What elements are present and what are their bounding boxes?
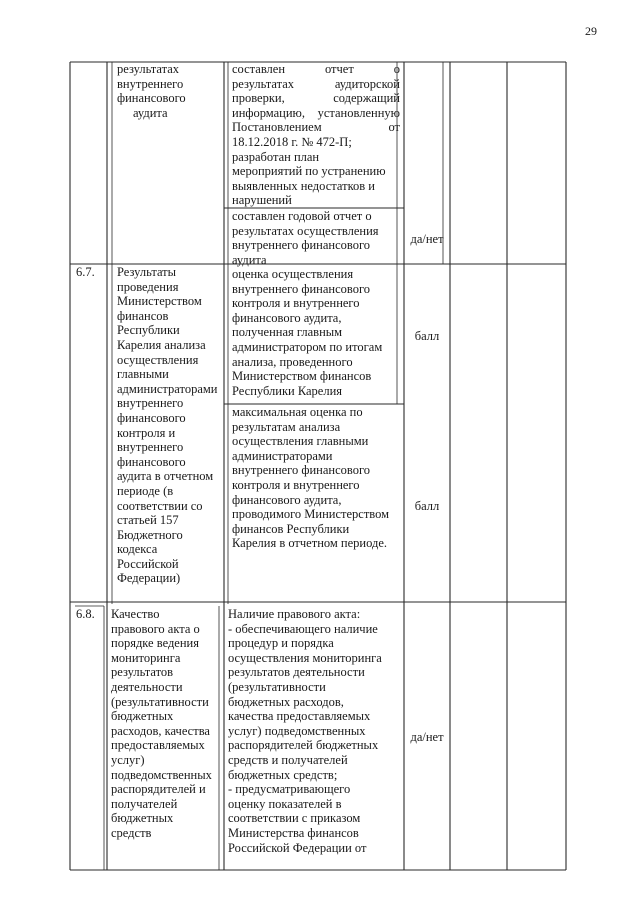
indicator-line: расходов, качества — [111, 723, 210, 738]
unit-cell: да/нет — [410, 730, 444, 744]
criteria-line: проверки, содержащий — [232, 91, 400, 106]
criteria-line: внутреннего финансового — [232, 463, 371, 478]
criteria-line: информацию, установленную — [232, 105, 400, 120]
criteria-line: финансов Республики — [232, 521, 350, 536]
indicator-line: Карелия анализа — [117, 337, 206, 352]
indicator-line: (результативности — [111, 694, 209, 709]
indicator-line: результатов — [111, 665, 174, 680]
criteria-line: администраторами — [232, 448, 333, 463]
indicator-line: финансового — [117, 91, 186, 106]
criteria-line: - предусматривающего — [228, 782, 351, 797]
indicator-line: правового акта о — [111, 621, 200, 636]
criteria-line: бюджетных средств; — [228, 767, 338, 782]
criteria-line: результатах осуществления — [232, 223, 379, 238]
criteria-line: максимальная оценка по — [232, 405, 363, 419]
criteria-line: внутреннего финансового — [232, 281, 371, 296]
indicator-line: Российской — [117, 556, 179, 571]
criteria-line: оценку показателей в — [228, 796, 342, 811]
indicator-line: Министерством — [117, 294, 202, 309]
criteria-line: 18.12.2018 г. № 472-П; — [232, 134, 352, 149]
criteria-line: анализа, проведенного — [232, 354, 353, 369]
criteria-cell — [232, 209, 400, 267]
criteria-line: - обеспечивающего наличие — [228, 621, 378, 636]
indicator-line: аудита в отчетном — [117, 469, 214, 484]
indicator-line: внутреннего — [117, 76, 184, 91]
criteria-line: администратором по итогам — [232, 339, 383, 354]
indicator-line: соответствии со — [117, 498, 203, 513]
criteria-line: средств и получателей — [228, 752, 348, 767]
criteria-line: Министерством финансов — [232, 369, 372, 384]
indicator-line: финансов — [117, 308, 169, 323]
criteria-line: бюджетных расходов, — [228, 694, 344, 709]
indicator-line: главными — [117, 367, 169, 382]
indicator-line: средств — [111, 825, 152, 840]
indicator-cell — [117, 62, 221, 120]
criteria-line: Наличие правового акта: — [228, 607, 361, 621]
criteria-line: финансового аудита, — [232, 310, 342, 325]
unit-cell: балл — [414, 499, 440, 513]
criteria-line: услуг) подведомственных — [228, 723, 366, 738]
criteria-line: Республики Карелия — [232, 383, 343, 398]
criteria-line: процедур и порядка — [228, 636, 334, 651]
indicator-line: распорядителей и — [111, 782, 206, 797]
unit-cell: да/нет — [410, 232, 444, 246]
criteria-line: оценка осуществления — [232, 267, 354, 281]
indicator-line: Бюджетного — [117, 527, 183, 542]
criteria-line: финансового аудита, — [232, 492, 342, 507]
criteria-line: распорядителей бюджетных — [228, 738, 379, 753]
criteria-line: составлен отчет о — [232, 62, 400, 76]
criteria-line: разработан план — [232, 149, 320, 164]
indicator-line: осуществления — [117, 352, 199, 367]
indicator-line: бюджетных — [111, 709, 174, 724]
indicator-line: услуг) — [111, 752, 145, 767]
indicator-line: внутреннего — [117, 440, 184, 455]
criteria-line: результатов деятельности — [228, 665, 365, 680]
indicator-line: финансового — [117, 410, 186, 425]
criteria-line: мероприятий по устранению — [232, 164, 386, 179]
criteria-line: Карелия в отчетном периоде. — [232, 536, 388, 551]
unit-cell: балл — [414, 329, 440, 343]
indicator-line: Республики — [117, 323, 180, 338]
criteria-line: полученная главным — [232, 325, 343, 340]
criteria-line: Российской Федерации от — [228, 840, 367, 855]
criteria-line: проводимого Министерством — [232, 507, 390, 522]
criteria-line: качества предоставляемых — [228, 709, 371, 724]
criteria-cell — [232, 405, 402, 551]
indicator-line: внутреннего — [117, 396, 184, 411]
criteria-line: Постановлением от — [232, 120, 400, 135]
indicator-cell — [117, 265, 223, 586]
indicator-line: порядке ведения — [111, 636, 199, 651]
indicator-line: Качество — [111, 607, 160, 621]
indicator-line: мониторинга — [111, 650, 181, 665]
indicator-line: аудита — [133, 105, 168, 120]
criteria-line: осуществления мониторинга — [228, 650, 382, 665]
criteria-cell — [232, 267, 397, 398]
criteria-line: нарушений — [232, 193, 292, 208]
indicator-line: статьей 157 — [117, 513, 179, 528]
indicator-line: результатах — [117, 62, 180, 76]
indicator-line: Федерации) — [117, 571, 181, 586]
indicator-line: контроля и — [117, 425, 176, 440]
indicator-cell — [111, 607, 218, 841]
criteria-line: соответствии с приказом — [228, 811, 361, 826]
criteria-line: результатам анализа — [232, 419, 341, 434]
indicator-line: кодекса — [117, 542, 158, 557]
criteria-line: выявленных недостатков и — [232, 178, 375, 193]
indicator-line: бюджетных — [111, 811, 174, 826]
indicator-line: получателей — [111, 796, 178, 811]
criteria-line: контроля и внутреннего — [232, 296, 360, 311]
indicator-line: Результаты — [117, 265, 177, 279]
row-number: 6.7. — [76, 265, 95, 279]
indicator-line: подведомственных — [111, 767, 212, 782]
indicator-line: финансового — [117, 454, 186, 469]
criteria-line: осуществления главными — [232, 434, 369, 449]
criteria-line: составлен годовой отчет о — [232, 209, 372, 223]
page-number: 29 — [585, 24, 597, 38]
indicator-line: администраторами — [117, 381, 218, 396]
criteria-line: Министерства финансов — [228, 825, 359, 840]
criteria-line: результатах аудиторской — [232, 76, 400, 91]
criteria-cell — [228, 607, 402, 855]
criteria-line: внутреннего финансового — [232, 238, 371, 253]
indicator-line: периоде (в — [117, 483, 174, 498]
criteria-line: (результативности — [228, 679, 326, 694]
indicator-line: деятельности — [111, 679, 183, 694]
criteria-line: аудита — [232, 252, 267, 267]
criteria-cell — [232, 62, 400, 208]
criteria-line: контроля и внутреннего — [232, 477, 360, 492]
row-number: 6.8. — [76, 607, 95, 621]
indicator-line: проведения — [117, 279, 179, 294]
indicator-line: предоставляемых — [111, 738, 205, 753]
